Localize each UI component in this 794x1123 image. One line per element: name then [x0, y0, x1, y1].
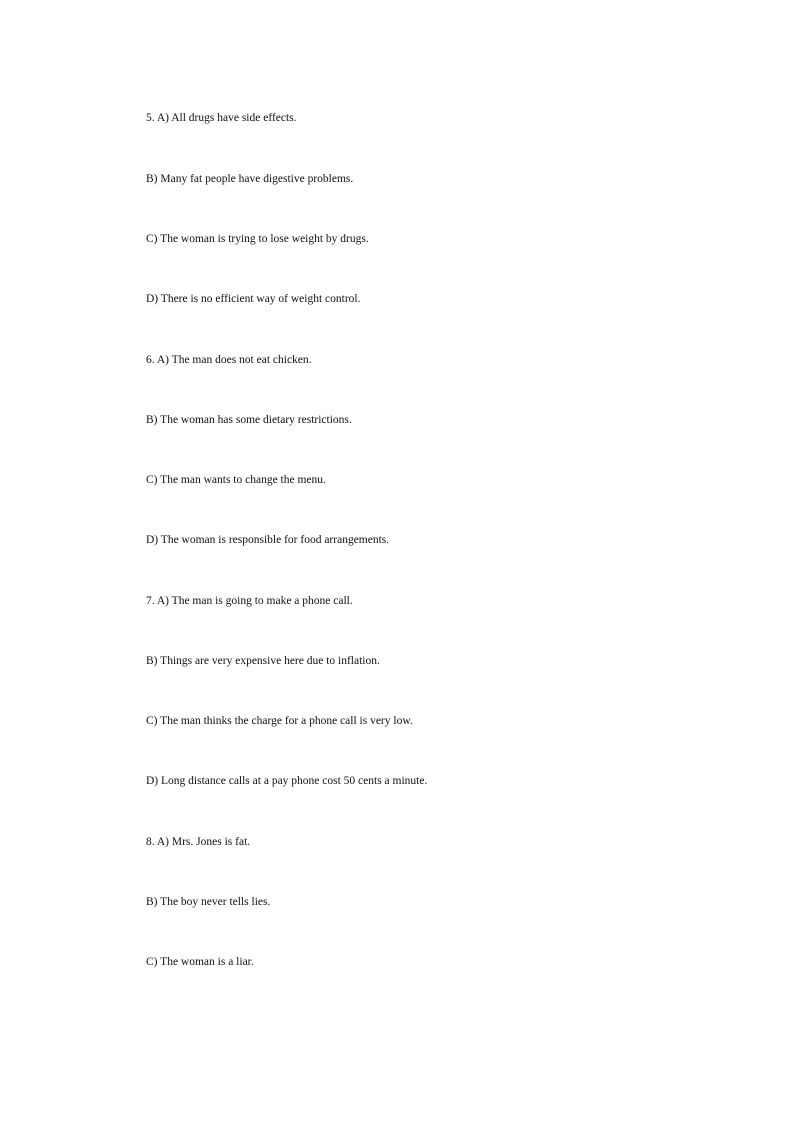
- question-7-option-a: 7. A) The man is going to make a phone call.: [146, 595, 353, 607]
- question-8-option-a: 8. A) Mrs. Jones is fat.: [146, 836, 251, 848]
- question-7-option-c: C) The man thinks the charge for a phone call is very low.: [146, 715, 413, 727]
- question-7-option-b: B) Things are very expensive here due to inflation.: [146, 655, 380, 667]
- question-5-option-b: B) Many fat people have digestive problems.: [146, 173, 354, 185]
- question-7-option-d: D) Long distance calls at a pay phone cost 50 cents a minute.: [146, 775, 428, 787]
- question-6-option-b: B) The woman has some dietary restrictions.: [146, 414, 352, 426]
- question-5-option-a: 5. A) All drugs have side effects.: [146, 112, 297, 124]
- question-6-option-a: 6. A) The man does not eat chicken.: [146, 354, 312, 366]
- question-6-option-d: D) The woman is responsible for food arrangements.: [146, 534, 390, 546]
- question-8-option-b: B) The boy never tells lies.: [146, 896, 271, 908]
- question-8-option-c: C) The woman is a liar.: [146, 956, 254, 968]
- question-6-option-c: C) The man wants to change the menu.: [146, 474, 326, 486]
- question-5-option-c: C) The woman is trying to lose weight by drugs.: [146, 233, 369, 245]
- question-5-option-d: D) There is no efficient way of weight control.: [146, 293, 361, 305]
